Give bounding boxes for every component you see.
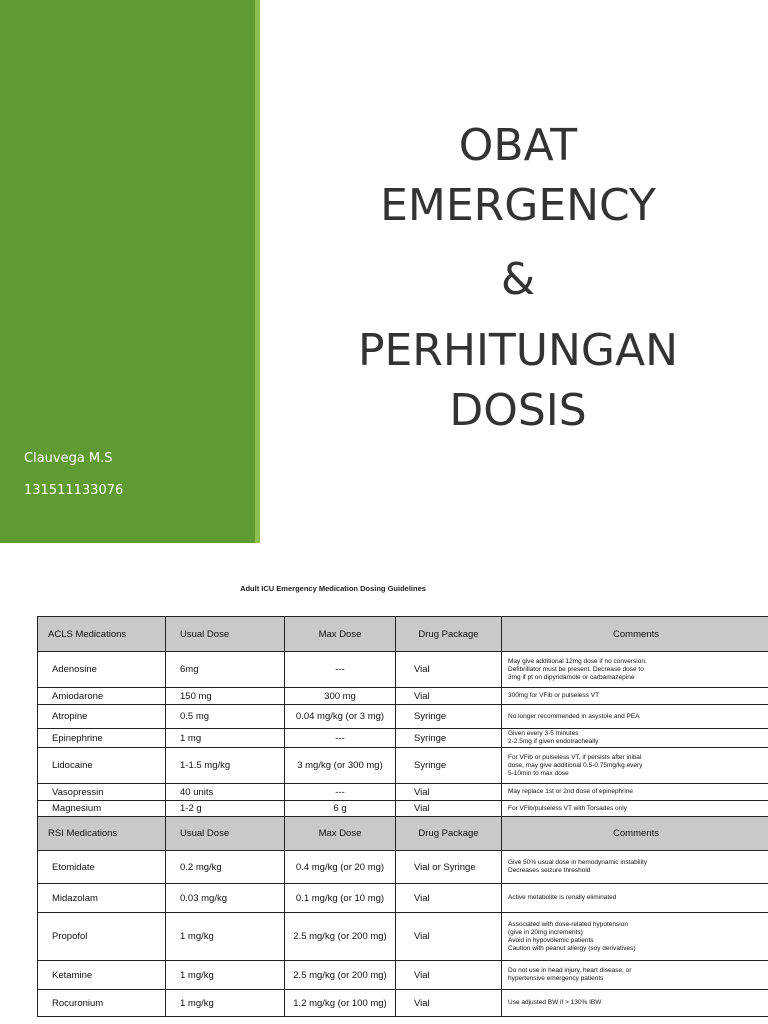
- comment-line: hypertensive emergency patients: [508, 975, 604, 982]
- cell-medication: Lidocaine: [38, 748, 166, 784]
- cell-medication: Midazolam: [38, 884, 166, 913]
- document-title: Adult ICU Emergency Medication Dosing Guidelines: [240, 584, 426, 593]
- comment-line: May replace 1st or 2nd dose of epinephrine: [508, 788, 634, 795]
- comment-line: Given every 3-5 minutes: [508, 730, 579, 737]
- cell-comments: [502, 652, 768, 688]
- cell-comments: [502, 990, 768, 1017]
- table-row: [38, 748, 768, 784]
- title-line-1: OBAT: [458, 120, 578, 171]
- cell-medication: Atropine: [38, 705, 166, 729]
- comment-line: Decreases seizure threshold: [508, 867, 591, 874]
- cell-medication: Vasopressin: [38, 784, 166, 801]
- cell-comments: [502, 729, 768, 748]
- cell-medication: Rocuronium: [38, 990, 166, 1017]
- title-line-3: &: [500, 254, 536, 305]
- comment-line: Defibrillator must be present. Decrease dose to: [508, 665, 644, 673]
- cell-max-dose: ---: [285, 652, 396, 688]
- title-line-4: PERHITUNGAN: [357, 325, 679, 376]
- table-row: [38, 652, 768, 688]
- table-row: [38, 884, 768, 913]
- comment-line: 3mg if pt on dipyridamole or carbamazepine: [508, 673, 635, 681]
- cell-max-dose: 2.5 mg/kg (or 200 mg): [285, 913, 396, 961]
- cell-drug-package: Vial: [396, 784, 502, 801]
- cell-drug-package: Vial: [396, 913, 502, 961]
- comment-line: 2-2.5mg if given endotracheally: [508, 738, 599, 745]
- dosing-table: [37, 616, 768, 1017]
- comment-line: No longer recommended in asystole and PEA: [508, 712, 640, 720]
- cell-usual-dose: 6mg: [166, 652, 285, 688]
- cell-medication: Propofol: [38, 913, 166, 961]
- cell-drug-package: Vial: [396, 652, 502, 688]
- title-line-2: EMERGENCY: [380, 180, 656, 231]
- cell-comments: [502, 688, 768, 705]
- comment-line: For VFib or pulseless VT, if persists after initial: [508, 753, 642, 761]
- rsi-header-usual-dose: Usual Dose: [166, 817, 285, 851]
- comment-line: Caution with peanut allergy (soy derivatives): [508, 944, 636, 952]
- acls-header-row: [38, 617, 768, 652]
- cell-medication: Magnesium: [38, 801, 166, 817]
- cell-max-dose: 2.5 mg/kg (or 200 mg): [285, 961, 396, 990]
- cell-medication: Adenosine: [38, 652, 166, 688]
- comment-line: May give additional 12mg dose if no conversion.: [508, 657, 647, 665]
- comment-line: (give in 20mg increments): [508, 928, 583, 936]
- table-row: [38, 688, 768, 705]
- cell-usual-dose: 1-2 g: [166, 801, 285, 817]
- comment-line: 300mg for VFib or pulseless VT: [508, 692, 600, 699]
- rsi-header-row: [38, 817, 768, 851]
- cell-medication: Ketamine: [38, 961, 166, 990]
- cell-usual-dose: 1 mg/kg: [166, 990, 285, 1017]
- cell-max-dose: ---: [285, 729, 396, 748]
- cell-max-dose: 6 g: [285, 801, 396, 817]
- author-name: Clauvega M.S: [24, 451, 113, 466]
- cell-comments: [502, 748, 768, 784]
- cell-max-dose: 0.04 mg/kg (or 3 mg): [285, 705, 396, 729]
- cell-usual-dose: 1 mg/kg: [166, 913, 285, 961]
- rsi-header-comments: Comments: [502, 817, 768, 851]
- cell-max-dose: 1.2 mg/kg (or 100 mg): [285, 990, 396, 1017]
- acls-header-usual-dose: Usual Dose: [166, 617, 285, 652]
- cell-drug-package: Syringe: [396, 729, 502, 748]
- rsi-header-medication: RSI Medications: [38, 817, 166, 851]
- cell-usual-dose: 1 mg/kg: [166, 961, 285, 990]
- cell-drug-package: Syringe: [396, 705, 502, 729]
- comment-line: Use adjusted BW if > 130% IBW: [508, 999, 602, 1006]
- cell-drug-package: Vial: [396, 884, 502, 913]
- comment-line: Active metabolite is renally eliminated: [508, 894, 617, 901]
- table-row: [38, 961, 768, 990]
- cell-comments: [502, 961, 768, 990]
- cell-max-dose: 0.1 mg/kg (or 10 mg): [285, 884, 396, 913]
- cell-usual-dose: 0.2 mg/kg: [166, 851, 285, 884]
- acls-header-medication: ACLS Medications: [38, 617, 166, 652]
- cell-drug-package: Vial: [396, 961, 502, 990]
- acls-header-comments: Comments: [502, 617, 768, 652]
- cell-drug-package: Vial: [396, 801, 502, 817]
- cell-usual-dose: 1 mg: [166, 729, 285, 748]
- comment-line: Associated with dose-related hypotension: [508, 920, 628, 928]
- cell-comments: [502, 705, 768, 729]
- cell-usual-dose: 0.03 mg/kg: [166, 884, 285, 913]
- cell-drug-package: Vial: [396, 990, 502, 1017]
- cell-max-dose: 300 mg: [285, 688, 396, 705]
- cell-usual-dose: 40 units: [166, 784, 285, 801]
- table-row: [38, 913, 768, 961]
- cell-usual-dose: 0.5 mg: [166, 705, 285, 729]
- table-row: [38, 705, 768, 729]
- rsi-header-drug-package: Drug Package: [396, 817, 502, 851]
- cell-usual-dose: 1-1.5 mg/kg: [166, 748, 285, 784]
- title-line-5: DOSIS: [449, 385, 587, 436]
- cell-comments: [502, 884, 768, 913]
- table-row: [38, 801, 768, 817]
- comment-line: Do not use in head injury, heart disease, or: [508, 967, 632, 974]
- author-id: 131511133076: [24, 483, 124, 498]
- cell-comments: [502, 801, 768, 817]
- comment-line: Give 50% usual dose in hemodynamic instability: [508, 859, 648, 866]
- cell-comments: [502, 851, 768, 884]
- cell-usual-dose: 150 mg: [166, 688, 285, 705]
- cell-drug-package: Vial: [396, 688, 502, 705]
- acls-header-drug-package: Drug Package: [396, 617, 502, 652]
- cell-medication: Etomidate: [38, 851, 166, 884]
- green-panel-edge: [255, 0, 260, 543]
- cell-drug-package: Vial or Syringe: [396, 851, 502, 884]
- comment-line: 5-10min to max dose: [508, 769, 569, 777]
- comment-line: Avoid in hypovolemic patients: [508, 936, 594, 944]
- table-row: [38, 851, 768, 884]
- comment-line: For VFib/pulseless VT with Torsades only: [508, 804, 627, 812]
- table-row: [38, 990, 768, 1017]
- table-row: [38, 784, 768, 801]
- cell-comments: [502, 784, 768, 801]
- cell-drug-package: Syringe: [396, 748, 502, 784]
- comment-line: dose, may give additional 0.5-0.75mg/kg every: [508, 761, 643, 769]
- cell-comments: [502, 913, 768, 961]
- rsi-header-max-dose: Max Dose: [285, 817, 396, 851]
- cell-medication: Epinephrine: [38, 729, 166, 748]
- acls-header-max-dose: Max Dose: [285, 617, 396, 652]
- cell-max-dose: 0.4 mg/kg (or 20 mg): [285, 851, 396, 884]
- cell-max-dose: ---: [285, 784, 396, 801]
- table-row: [38, 729, 768, 748]
- cell-medication: Amiodarone: [38, 688, 166, 705]
- cell-max-dose: 3 mg/kg (or 300 mg): [285, 748, 396, 784]
